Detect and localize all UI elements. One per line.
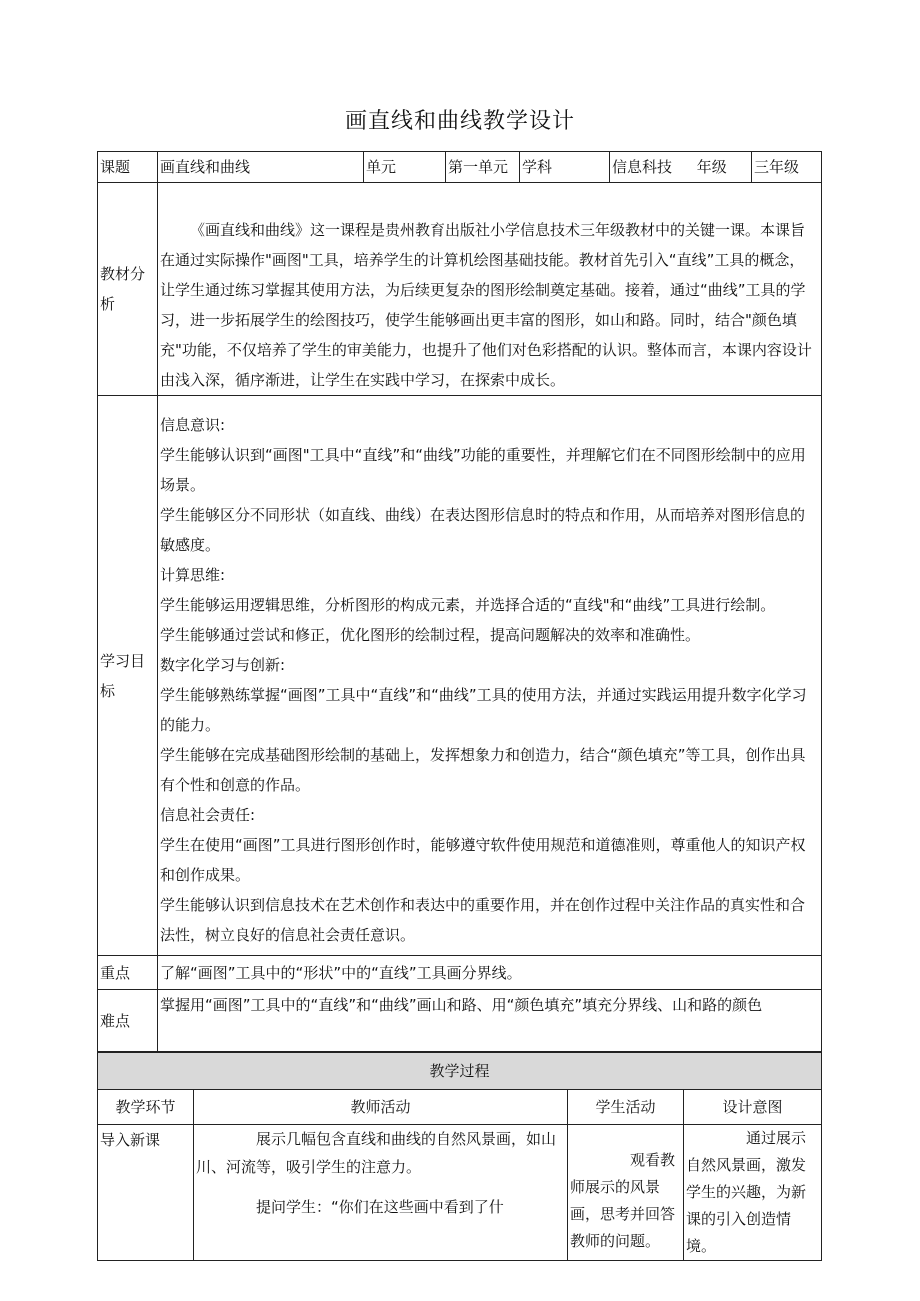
objectives-line: 信息意识: (160, 416, 226, 434)
header-student: 学生活动 (568, 1090, 684, 1125)
objectives-line: 学生能够认识到“画图"工具中“直线”和“曲线”功能的重要性，并理解它们在不同图形绘制中的应用场景。 (160, 446, 806, 494)
teacher-activity-2: 提问学生：“你们在这些画中看到了什 (256, 1198, 504, 1216)
lesson-plan-table (97, 151, 821, 1261)
grade-value: 三年级 (752, 152, 822, 183)
material-label: 教材分析 (98, 183, 158, 396)
objectives-line: 信息社会责任: (160, 806, 256, 824)
header-stage: 教学环节 (98, 1090, 194, 1125)
header-teacher: 教师活动 (194, 1090, 568, 1125)
objectives-line: 学生能够运用逻辑思维，分析图形的构成元素，并选择合适的“直线"和“曲线”工具进行绘制。 (160, 596, 776, 614)
teacher-activity-1: 展示几幅包含直线和曲线的自然风景画，如山川、河流等，吸引学生的注意力。 (196, 1130, 557, 1176)
subject-value: 信息科技 (612, 158, 673, 176)
course-value: 画直线和曲线 (158, 152, 364, 183)
course-label: 课题 (98, 152, 158, 183)
subject-grade-cell (610, 152, 752, 183)
objectives-label: 学习目标 (98, 396, 158, 956)
keypoint-text: 了解“画图”工具中的“形状”中的“直线”工具画分界线。 (158, 956, 822, 990)
objectives-line: 学生能够熟练掌握“画图”工具中“直线”和“曲线”工具的使用方法，并通过实践运用提升数字化学习的能力。 (160, 686, 807, 734)
unit-label: 单元 (364, 152, 446, 183)
page-title: 画直线和曲线教学设计 (344, 109, 575, 134)
keypoint-label: 重点 (98, 956, 158, 990)
objectives-line: 学生能够认识到信息技术在艺术创作和表达中的重要作用，并在创作过程中关注作品的真实性和合法性，树立良好的信息社会责任意识。 (160, 896, 806, 944)
objectives-line: 数字化学习与创新: (160, 656, 286, 674)
objectives-line: 学生能够通过尝试和修正，优化图形的绘制过程，提高问题解决的效率和准确性。 (160, 626, 701, 644)
objectives-line: 学生能够在完成基础图形绘制的基础上，发挥想象力和创造力，结合“颜色填充”等工具，创作出具有个性和创意的作品。 (160, 746, 806, 794)
subject-label: 学科 (520, 152, 610, 183)
unit-value: 第一单元 (446, 152, 520, 183)
difficulty-text: 掌握用“画图”工具中的“直线”和“曲线”画山和路、用“颜色填充”填充分界线、山和路的颜色 (158, 990, 822, 1052)
material-cell (158, 183, 822, 396)
header-intent: 设计意图 (684, 1090, 822, 1125)
row-student (568, 1125, 684, 1261)
row-intent (684, 1125, 822, 1261)
objectives-cell (158, 396, 822, 956)
process-table (97, 1052, 822, 1261)
objectives-line: 学生能够区分不同形状（如直线、曲线）在表达图形信息时的特点和作用，从而培养对图形信息的敏感度。 (160, 506, 806, 554)
info-table (97, 151, 822, 1052)
objectives-line: 计算思维: (160, 566, 226, 584)
design-intent: 通过展示自然风景画，激发学生的兴趣，为新课的引入创造情境。 (686, 1129, 807, 1255)
process-band: 教学过程 (98, 1053, 822, 1090)
objectives-line: 学生在使用“画图”工具进行图形创作时，能够遵守软件使用规范和道德准则，尊重他人的知识产权和创作成果。 (160, 836, 806, 884)
difficulty-label: 难点 (98, 990, 158, 1052)
row-stage: 导入新课 (98, 1125, 194, 1261)
material-text: 《画直线和曲线》这一课程是贵州教育出版社小学信息技术三年级教材中的关键一课。本课旨在通过实际操作"画图"工具，培养学生的计算机绘图基础技能。教材首先引入“直线”工具的概念，让学生通过练习掌握其使用方法，为后续更复杂的图形绘制奠定基础。接着，通过“曲线”工具的学习，进一步拓展学生的绘图技巧，使学生能够画出更丰富的图形，如山和路。同时，结合"颜色填充"功能，不仅培养了学生的审美能力，也提升了他们对色彩搭配的认识。整体而言，本课内容设计由浅入深，循序渐进，让学生在实践中学习，在探索中成长。 (160, 221, 812, 389)
row-teacher (194, 1125, 568, 1261)
student-activity: 观看教师展示的风景画，思考并回答教师的问题。 (570, 1151, 676, 1250)
grade-label: 年级 (696, 158, 727, 176)
